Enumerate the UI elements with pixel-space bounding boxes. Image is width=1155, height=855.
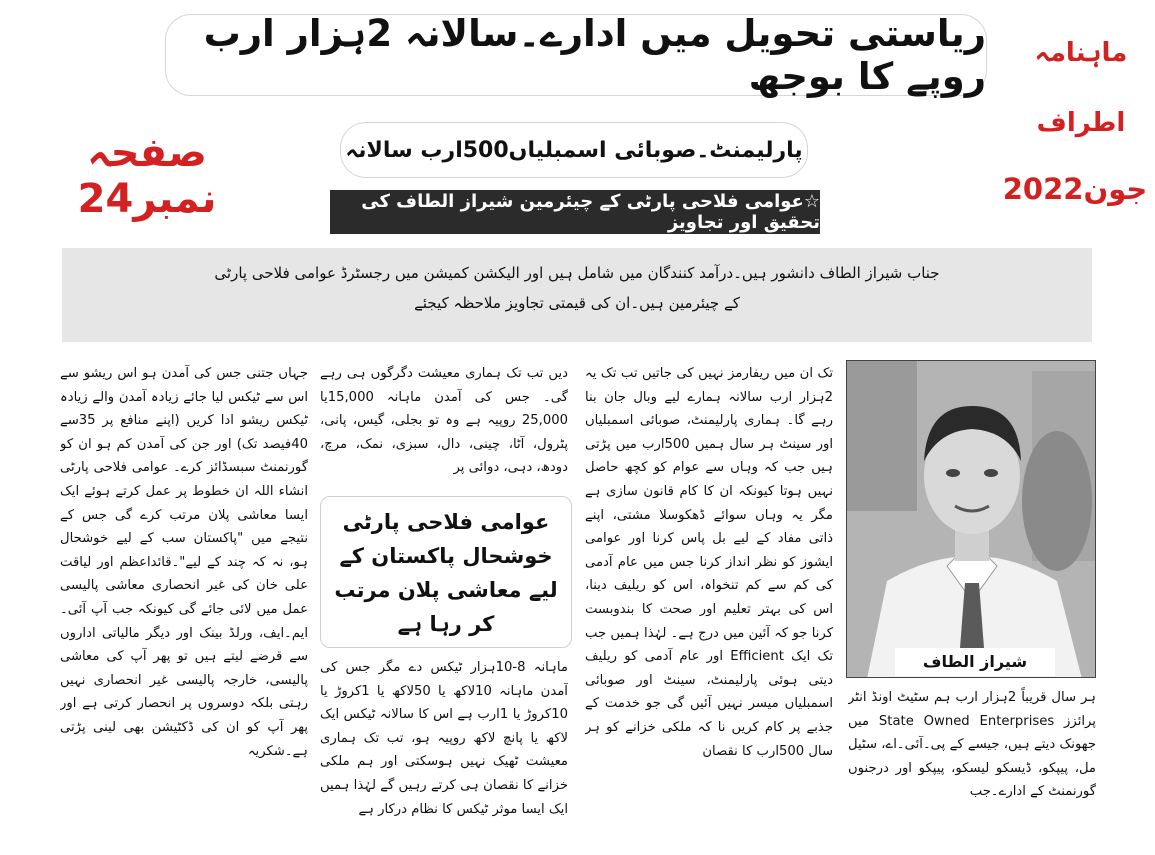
column-4-text: جہاں جتنی جس کی آمدن ہو اس ریشو سے اس سے ٹیکس لیا جائے زیادہ آمدن والے زیادہ ٹیکس ریشو ادا کریں (اپنے منافع پر 35سے 40فیصد تک) اور جن کی آمدن کم ہو ان کو گورنمنٹ سبسڈائز کرے۔ عوامی فلاحی پارٹی انشاء اللہ ان خطوط پر عمل کرتے ہوئے ایک ایسا معاشی پلان مرتب کرے گی جس کے نتیجے میں "پاکستان سب کے لیے خوشحال ہو، نہ کہ چند کے لیے"۔قائداعظم اور لیاقت علی خان کی غیر انحصاری معاشی پالیسی عمل میں لائی جائے گی کیونکہ جب آپ آئی۔ایم۔ایف، ورلڈ بینک اور دیگر مالیاتی اداروں سے قرضے لیتے ہیں تو پھر آپ کی معاشی پالیسی، خارجہ پالیسی غیر انحصاری نہیں رہتی بلکہ دوسروں پر انحصار کرتی ہے اور پھر آپ کو ان کی ڈکٹیشن بھی لینی پڑتی ہے۔شکریہ bbox=[60, 366, 308, 759]
magazine-name: اطراف bbox=[1036, 108, 1126, 138]
intro-line-2: کے چیئرمین ہیں۔ان کی قیمتی تجاویز ملاحظہ کیجئے bbox=[414, 294, 740, 312]
column-3-bottom-text: ماہانہ 8-10ہزار ٹیکس دے مگر جس کی آمدن ماہانہ 10لاکھ یا 50لاکھ یا 1کروڑ یا 10کروڑ یا 1ارب ہے اس کا سالانہ ٹیکس ایک لاکھ یا پانچ لاکھ روپیہ ہو، تب تک ہماری معیشت ٹھیک نہیں ہوسکتی اور ہم ملکی خزانے کا نقصان ہی کرتے رہیں گے لہٰذا ہمیں ایک ایسا موثر ٹیکس کا نظام درکار ہے bbox=[320, 660, 568, 817]
headline bbox=[165, 14, 987, 96]
byline-text: ☆عوامی فلاحی پارٹی کے چیئرمین شیراز الطاف کی تحقیق اور تجاویز bbox=[361, 191, 820, 233]
intro-box bbox=[62, 248, 1092, 342]
column-1-text: ہر سال قریباً 2ہزار ارب ہم سٹیٹ اونڈ انٹر پرائزز State Owned Enterprises میں جھونک دیتے ہیں، جیسے کے پی۔آئی۔اے، سٹیل مل، پیپکو، ڈیسکو لیسکو، پیپکو اور درجنوں گورنمنٹ کے ادارے۔جب bbox=[848, 690, 1096, 800]
intro-line-1: جناب شیراز الطاف دانشور ہیں۔درآمد کنندگان میں شامل ہیں اور الیکشن کمیشن میں رجسٹرڈ عوامی فلاحی پارٹی bbox=[214, 264, 940, 282]
page-number: صفحہ نمبر24 bbox=[77, 130, 217, 222]
subheadline-text: پارلیمنٹ۔صوبائی اسمبلیاں500ارب سالانہ bbox=[345, 137, 803, 163]
article-column-2 bbox=[585, 362, 833, 852]
column-2-text: تک ان میں ریفارمز نہیں کی جاتیں تب تک یہ 2ہزار ارب سالانہ ہمارے لیے وبال جان بنا رہے گا۔ ہماری پارلیمنٹ، صوبائی اسمبلیاں اور سینٹ ہر سال ہمیں 500ارب میں پڑتی ہیں جب کہ وہاں سے عوام کو کچھ حاصل نہیں ہوتا کیونکہ ان کا کام قانون سازی ہے مگر یہ وہاں سوائے ڈھکوسلا مشتی، اپنے ذاتی مفاد کے لیے بل پاس کرنا اور عوامی ایشوز کو نظر انداز کرنا جس میں عام آدمی کی کم سے کم تنخواہ، اس کو ریلیف دینا، اس کی بہتر تعلیم اور صحت کا بندوبست کرنا جو کہ آئین میں درج ہے۔ لہٰذا ہمیں جب تک ایک Efficient اور عام آدمی کو ریلیف دیتی ہوئی پارلیمنٹ، سینٹ اور صوبائی اسمبلیاں میسر نہیں آئیں گی جو خدمت کے جذبے پر کام کریں نا کہ ملکی خزانے کو ہر سال 500ارب کا نقصان bbox=[585, 366, 833, 759]
headline-text: ریاستی تحویل میں ادارے۔سالانہ 2ہزار ارب روپے کا بوجھ bbox=[203, 12, 986, 98]
issue-date: جون2022 bbox=[1002, 172, 1148, 206]
portrait-illustration bbox=[847, 361, 1096, 678]
magazine-label: ماہنامہ bbox=[1034, 38, 1128, 68]
article-column-4 bbox=[60, 362, 308, 852]
column-3-top-text: دیں تب تک ہماری معیشت دگرگوں ہی رہے گی۔ جس کی آمدن ماہانہ 15,000یا 25,000 روپیہ ہے وہ تو بجلی، گیس، پانی، پٹرول، آٹا، چینی، دال، سبزی، نمک، مرچ، دودھ، دہی، دوائی پر bbox=[320, 366, 568, 476]
byline-bar bbox=[330, 190, 820, 234]
author-photo bbox=[846, 360, 1096, 678]
pull-quote: عوامی فلاحی پارٹی خوشحال پاکستان کے لیے معاشی پلان مرتب کر رہا ہے bbox=[320, 496, 572, 648]
article-column-3-top bbox=[320, 362, 568, 490]
article-column-3-bottom bbox=[320, 656, 568, 852]
photo-caption: شیراز الطاف bbox=[895, 648, 1055, 676]
subheadline bbox=[340, 122, 808, 178]
article-column-1 bbox=[848, 686, 1096, 851]
